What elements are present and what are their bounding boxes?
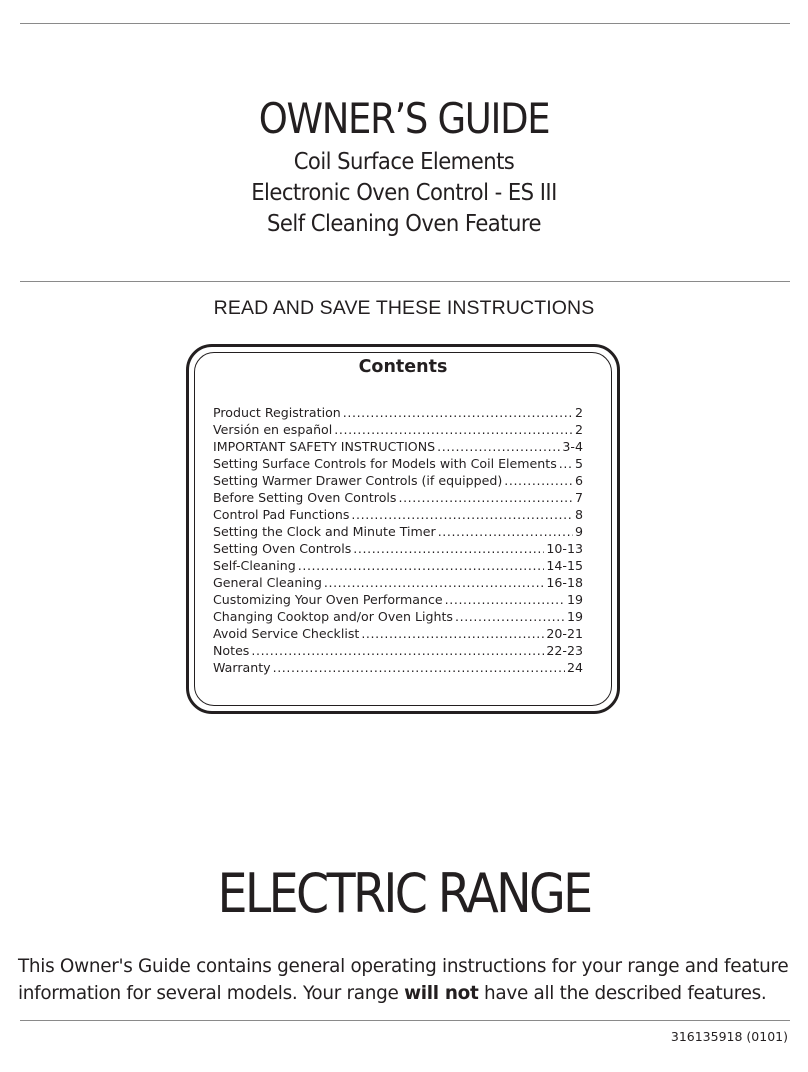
toc-entry — [213, 506, 583, 523]
toc-entry-page: 22-23 — [546, 643, 583, 658]
header-divider — [20, 281, 790, 282]
toc-dot-leader — [251, 642, 544, 659]
toc-entry-label: Setting the Clock and Minute Timer — [213, 524, 436, 539]
toc-entry-label: Warranty — [213, 660, 271, 675]
toc-entry-page: 7 — [574, 490, 583, 505]
toc-dot-leader — [504, 472, 573, 489]
toc-entry-page: 10-13 — [546, 541, 583, 556]
toc-dot-leader — [455, 608, 565, 625]
toc-dot-leader — [334, 421, 573, 438]
toc-entry-label: Avoid Service Checklist — [213, 626, 360, 641]
toc-entry-label: IMPORTANT SAFETY INSTRUCTIONS — [213, 439, 436, 454]
intro-line-2-start: information for several models. Your range — [18, 983, 405, 1004]
toc-dot-leader — [361, 625, 544, 642]
toc-dot-leader — [353, 540, 544, 557]
toc-entry — [213, 608, 583, 625]
toc-entry-page: 20-21 — [546, 626, 583, 641]
toc-entry-page: 2 — [574, 422, 583, 437]
product-title: ELECTRIC RANGE — [217, 862, 591, 925]
toc-entry-label: Setting Surface Controls for Models with Coil Elements — [213, 456, 557, 471]
toc-entry-label: Setting Warmer Drawer Controls (if equipped) — [213, 473, 503, 488]
toc-entry — [213, 659, 583, 676]
toc-entry-page: 5 — [574, 456, 583, 471]
toc-entry — [213, 404, 583, 421]
toc-entry-page: 9 — [574, 524, 583, 539]
toc-entry — [213, 489, 583, 506]
toc-dot-leader — [351, 506, 573, 523]
toc-entry-label: Changing Cooktop and/or Oven Lights — [213, 609, 453, 624]
intro-emphasis: will not — [404, 983, 479, 1004]
toc-entry-page: 3-4 — [562, 439, 583, 454]
toc-entry-label: General Cleaning — [213, 575, 322, 590]
toc-entry-label: Customizing Your Oven Performance — [213, 592, 443, 607]
contents-heading: Contents — [358, 357, 448, 377]
toc-entry — [213, 642, 583, 659]
toc-entry — [213, 574, 583, 591]
toc-entry-page: 19 — [566, 592, 583, 607]
toc-entry — [213, 455, 583, 472]
toc-entry-label: Product Registration — [213, 405, 341, 420]
top-rule — [20, 23, 790, 24]
subtitle-line-3: Self Cleaning Oven Feature — [267, 211, 541, 237]
toc-entry-page: 19 — [566, 609, 583, 624]
toc-entry-page: 16-18 — [546, 575, 583, 590]
toc-entry-label: Setting Oven Controls — [213, 541, 352, 556]
read-save-notice: READ AND SAVE THESE INSTRUCTIONS — [213, 297, 595, 319]
toc-dot-leader — [445, 591, 565, 608]
table-of-contents — [213, 404, 583, 676]
guide-title: OWNER’S GUIDE — [258, 94, 550, 143]
footer-divider — [20, 1020, 790, 1021]
subtitle-line-2: Electronic Oven Control - ES III — [251, 180, 557, 206]
toc-dot-leader — [273, 659, 565, 676]
contents-box — [186, 344, 620, 714]
toc-dot-leader — [437, 438, 560, 455]
toc-dot-leader — [398, 489, 573, 506]
toc-entry-label: Self-Cleaning — [213, 558, 296, 573]
toc-entry-page: 8 — [574, 507, 583, 522]
toc-entry — [213, 591, 583, 608]
toc-entry-page: 14-15 — [546, 558, 583, 573]
toc-entry-label: Notes — [213, 643, 250, 658]
toc-dot-leader — [324, 574, 545, 591]
toc-entry-label: Before Setting Oven Controls — [213, 490, 397, 505]
toc-entry — [213, 625, 583, 642]
intro-line-2-end: have all the described features. — [478, 983, 767, 1004]
toc-entry — [213, 472, 583, 489]
toc-entry — [213, 523, 583, 540]
toc-dot-leader — [298, 557, 545, 574]
toc-entry-page: 6 — [574, 473, 583, 488]
toc-dot-leader — [438, 523, 573, 540]
toc-entry — [213, 438, 583, 455]
toc-entry-page: 24 — [566, 660, 583, 675]
toc-entry — [213, 557, 583, 574]
part-number: 316135918 (0101) — [670, 1029, 788, 1044]
toc-entry — [213, 421, 583, 438]
toc-entry-label: Control Pad Functions — [213, 507, 350, 522]
toc-entry-label: Versión en español — [213, 422, 333, 437]
intro-paragraph — [18, 953, 798, 1007]
toc-dot-leader — [343, 404, 573, 421]
toc-entry-page: 2 — [574, 405, 583, 420]
toc-dot-leader — [559, 455, 573, 472]
intro-line-1: This Owner's Guide contains general operating instructions for your range and feature — [18, 956, 789, 977]
subtitle-line-1: Coil Surface Elements — [293, 149, 515, 175]
toc-entry — [213, 540, 583, 557]
